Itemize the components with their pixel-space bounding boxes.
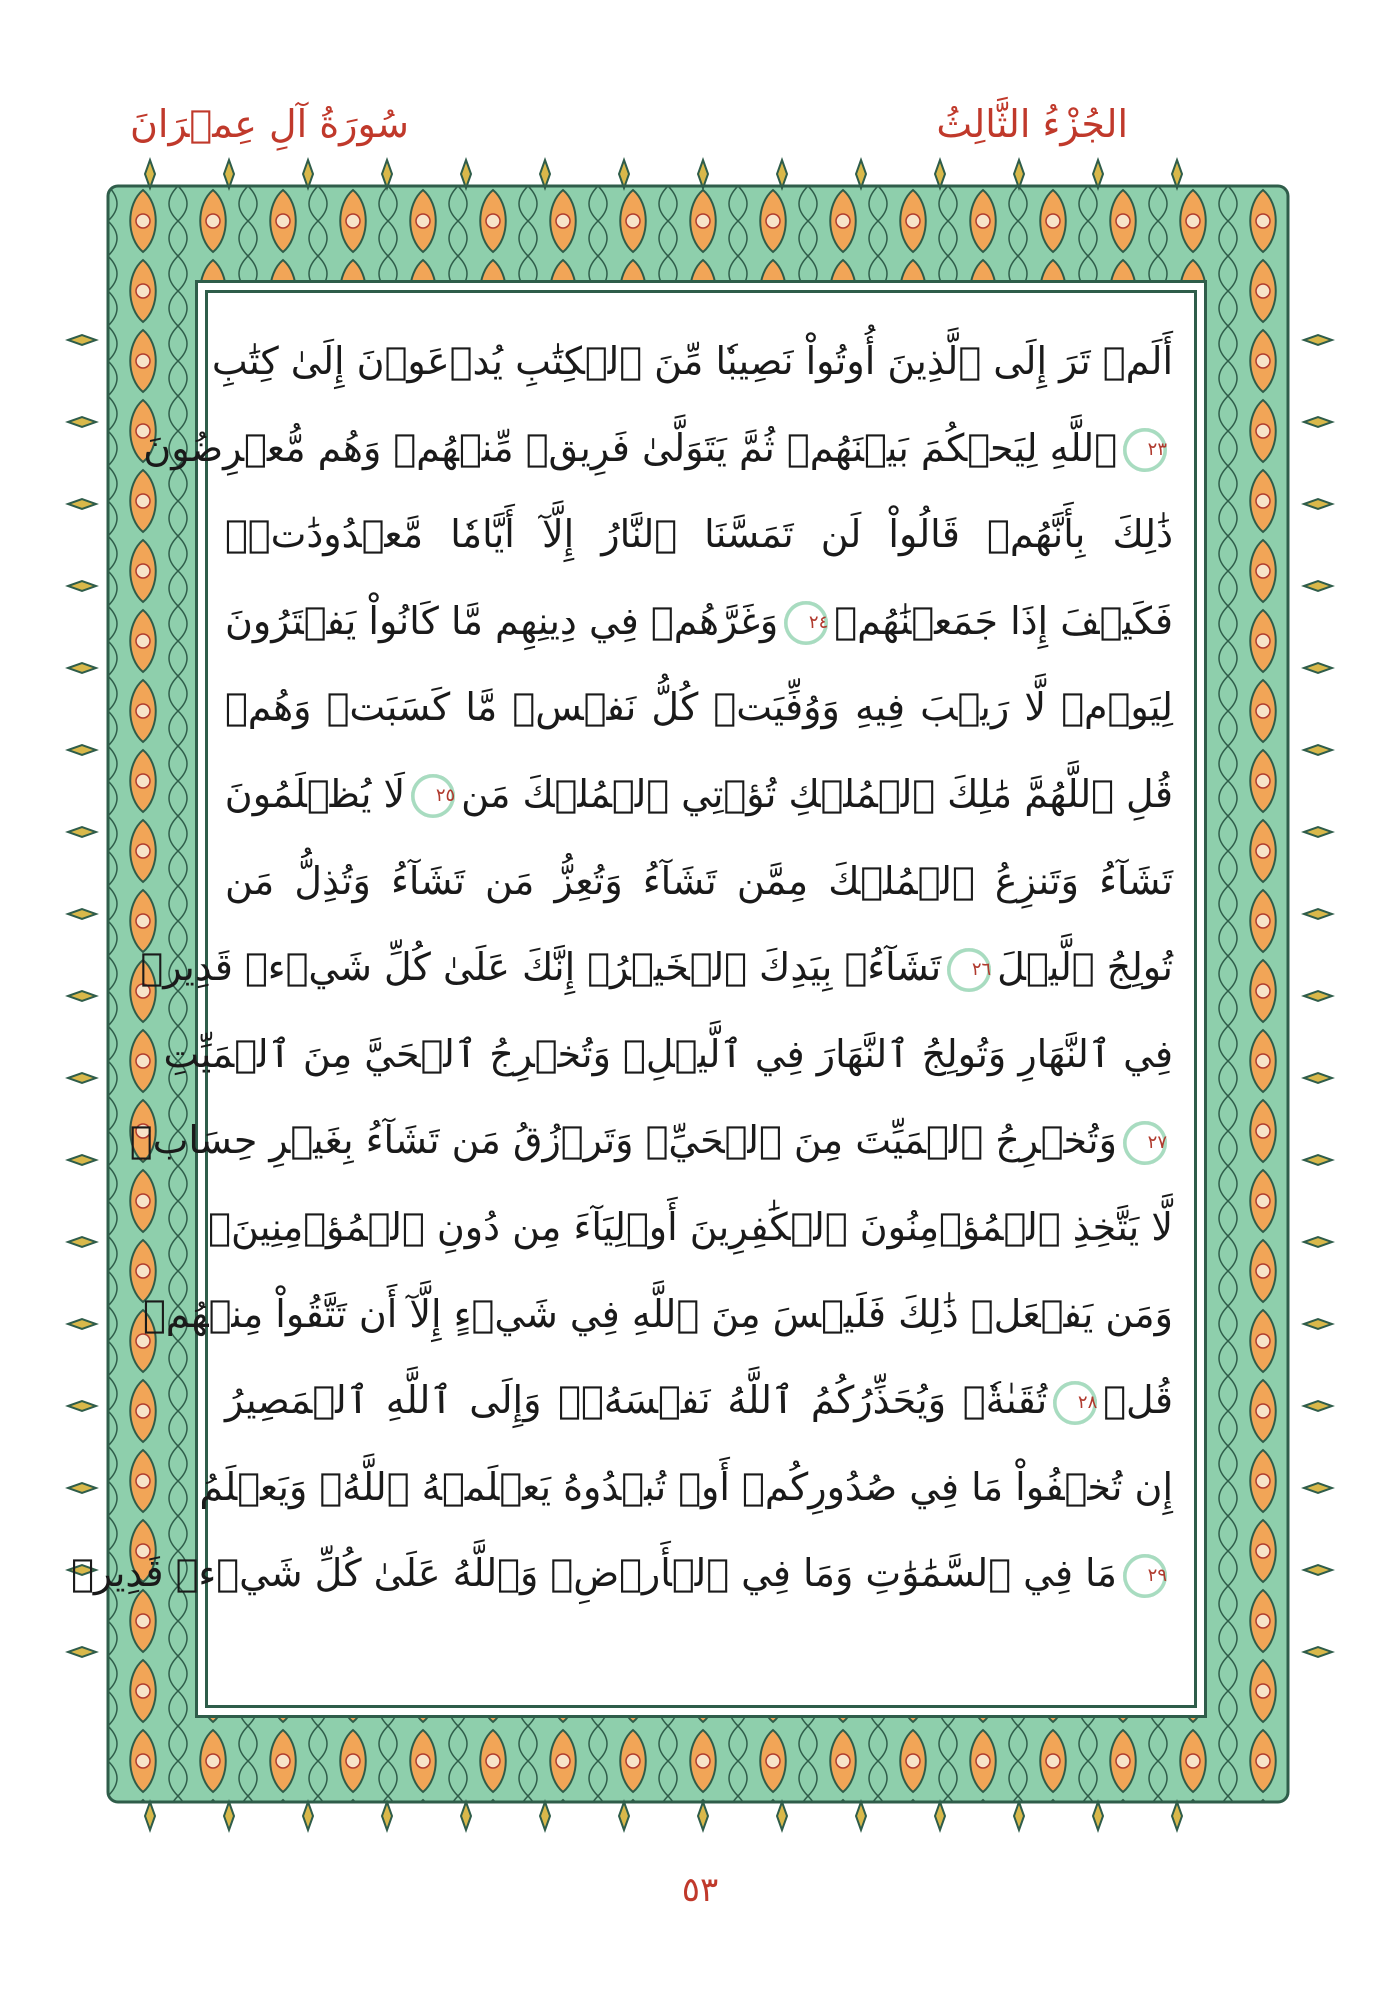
ayah-marker: ٢٤ <box>784 601 828 645</box>
border-ornament <box>68 499 96 509</box>
border-ornament <box>1304 663 1332 673</box>
border-ornament <box>145 160 155 188</box>
border-ornament <box>68 745 96 755</box>
page-number: ٥٣ <box>681 1870 719 1910</box>
border-ornament <box>224 160 234 188</box>
border-ornament <box>1304 1237 1332 1247</box>
border-ornament <box>540 1802 550 1830</box>
border-ornament <box>1304 417 1332 427</box>
border-ornament <box>68 991 96 1001</box>
border-ornament <box>1304 335 1332 345</box>
border-ornament <box>303 160 313 188</box>
verse-line: ذَٰلِكَ بِأَنَّهُمۡ قَالُواْ لَن تَمَسَّنَا ٱلنَّارُ إِلَّآ أَيَّامٗا مَّعۡدُودَٰتٖۖ <box>225 512 1173 557</box>
border-ornament <box>68 1155 96 1165</box>
ayah-marker: ٢٣ <box>1123 428 1167 472</box>
border-ornament <box>461 1802 471 1830</box>
border-ornament <box>1304 745 1332 755</box>
verse-line: أَلَمۡ تَرَ إِلَى ٱلَّذِينَ أُوتُواْ نَصِيبٗا مِّنَ ٱلۡكِتَٰبِ يُدۡعَوۡنَ إِلَىٰ كِتَٰبِ <box>211 339 1173 383</box>
border-ornament <box>1304 1565 1332 1575</box>
border-ornament <box>145 1802 155 1830</box>
border-ornament <box>68 581 96 591</box>
border-ornament <box>777 160 787 188</box>
border-ornament <box>68 1237 96 1247</box>
border-ornament <box>1304 827 1332 837</box>
border-ornament <box>68 1073 96 1083</box>
border-ornament <box>935 1802 945 1830</box>
ayah-marker: ٢٨ <box>1053 1381 1097 1425</box>
border-ornament <box>856 160 866 188</box>
border-ornament <box>856 1802 866 1830</box>
ayah-marker: ٢٦ <box>947 948 991 992</box>
verse-line: تَشَآءُ وَتَنزِعُ ٱلۡمُلۡكَ مِمَّن تَشَآءُ وَتُعِزُّ مَن تَشَآءُ وَتُذِلُّ مَن <box>225 858 1173 903</box>
border-ornament <box>68 1647 96 1657</box>
border-ornament <box>698 160 708 188</box>
verses-text <box>71 318 1173 1617</box>
verse-line: ٢٩مَا فِي ٱلسَّمَٰوَٰتِ وَمَا فِي ٱلۡأَرۡضِۗ وَٱللَّهُ عَلَىٰ كُلِّ شَيۡءٖ قَدِيرٞ <box>225 1530 1173 1617</box>
border-ornament <box>1172 160 1182 188</box>
border-ornament <box>1304 1155 1332 1165</box>
border-ornament <box>1304 1401 1332 1411</box>
verse-line: تُولِجُ ٱلَّيۡلَ٢٦تَشَآءُۖ بِيَدِكَ ٱلۡخَيۡرُۖ إِنَّكَ عَلَىٰ كُلِّ شَيۡءٖ قَدِيرٞ <box>225 924 1173 1011</box>
juz-title: الجُزْءُ الثَّالِثُ <box>936 102 1128 146</box>
border-ornament <box>68 1319 96 1329</box>
verse-line: إِن تُخۡفُواْ مَا فِي صُدُورِكُمۡ أَوۡ تُبۡدُوهُ يَعۡلَمۡهُ ٱللَّهُۗ وَيَعۡلَمُ <box>199 1464 1173 1509</box>
border-ornament <box>619 160 629 188</box>
border-ornament <box>1304 1073 1332 1083</box>
border-ornament <box>619 1802 629 1830</box>
border-ornament <box>1172 1802 1182 1830</box>
border-ornament <box>68 335 96 345</box>
border-ornament <box>1014 1802 1024 1830</box>
border-ornament <box>1093 160 1103 188</box>
verse-line: لَّا يَتَّخِذِ ٱلۡمُؤۡمِنُونَ ٱلۡكَٰفِرِينَ أَوۡلِيَآءَ مِن دُونِ ٱلۡمُؤۡمِنِينَۖ <box>208 1204 1173 1249</box>
surah-title: سُورَةُ آلِ عِمۡرَانَ <box>130 102 409 146</box>
verse-line: فِي ٱلنَّهَارِ وَتُولِجُ ٱلنَّهَارَ فِي ٱلَّيۡلِۖ وَتُخۡرِجُ ٱلۡحَيَّ مِنَ ٱلۡمَيِّتِ <box>163 1031 1173 1076</box>
verse-line: ٢٧وَتُخۡرِجُ ٱلۡمَيِّتَ مِنَ ٱلۡحَيِّۖ وَتَرۡزُقُ مَن تَشَآءُ بِغَيۡرِ حِسَابٖ <box>225 1097 1173 1184</box>
border-ornament <box>1014 160 1024 188</box>
border-ornament <box>1304 1483 1332 1493</box>
border-ornament <box>303 1802 313 1830</box>
border-ornament <box>68 909 96 919</box>
border-ornament <box>68 663 96 673</box>
border-ornament <box>935 160 945 188</box>
verse-line: فَكَيۡفَ إِذَا جَمَعۡنَٰهُمۡ٢٤وَغَرَّهُمۡ فِي دِينِهِم مَّا كَانُواْ يَفۡتَرُونَ <box>225 578 1173 665</box>
verse-line: قُلۡ٢٨تُقَىٰةٗۗ وَيُحَذِّرُكُمُ ٱللَّهُ نَفۡسَهُۥۗ وَإِلَى ٱللَّهِ ٱلۡمَصِيرُ <box>225 1357 1173 1444</box>
border-ornament <box>1304 499 1332 509</box>
border-ornament <box>698 1802 708 1830</box>
border-ornament <box>1304 1319 1332 1329</box>
border-ornament <box>540 160 550 188</box>
border-ornament <box>777 1802 787 1830</box>
border-ornament <box>1093 1802 1103 1830</box>
border-ornament <box>382 160 392 188</box>
ayah-marker: ٢٩ <box>1123 1554 1167 1598</box>
border-ornament <box>68 1483 96 1493</box>
verse-line: قُلِ ٱللَّهُمَّ مَٰلِكَ ٱلۡمُلۡكِ تُؤۡتِي ٱلۡمُلۡكَ مَن٢٥لَا يُظۡلَمُونَ <box>225 751 1173 838</box>
border-ornament <box>224 1802 234 1830</box>
border-ornament <box>461 160 471 188</box>
border-ornament <box>68 417 96 427</box>
border-ornament <box>1304 581 1332 591</box>
border-ornament <box>1304 909 1332 919</box>
border-ornament <box>382 1802 392 1830</box>
ayah-marker: ٢٥ <box>411 774 455 818</box>
border-ornament <box>1304 991 1332 1001</box>
verse-line: وَمَن يَفۡعَلۡ ذَٰلِكَ فَلَيۡسَ مِنَ ٱللَّهِ فِي شَيۡءٍ إِلَّآ أَن تَتَّقُواْ مِنۡهُمۡ <box>142 1291 1173 1336</box>
ayah-marker: ٢٧ <box>1123 1121 1167 1165</box>
verse-line: لِيَوۡمٖ لَّا رَيۡبَ فِيهِ وَوُفِّيَتۡ كُلُّ نَفۡسٖ مَّا كَسَبَتۡ وَهُمۡ <box>225 685 1173 730</box>
border-ornament <box>1304 1647 1332 1657</box>
verse-line: ٢٣ٱللَّهِ لِيَحۡكُمَ بَيۡنَهُمۡ ثُمَّ يَتَوَلَّىٰ فَرِيقٞ مِّنۡهُمۡ وَهُم مُّعۡرِضُونَ <box>225 405 1173 492</box>
border-ornament <box>68 827 96 837</box>
border-ornament <box>68 1401 96 1411</box>
